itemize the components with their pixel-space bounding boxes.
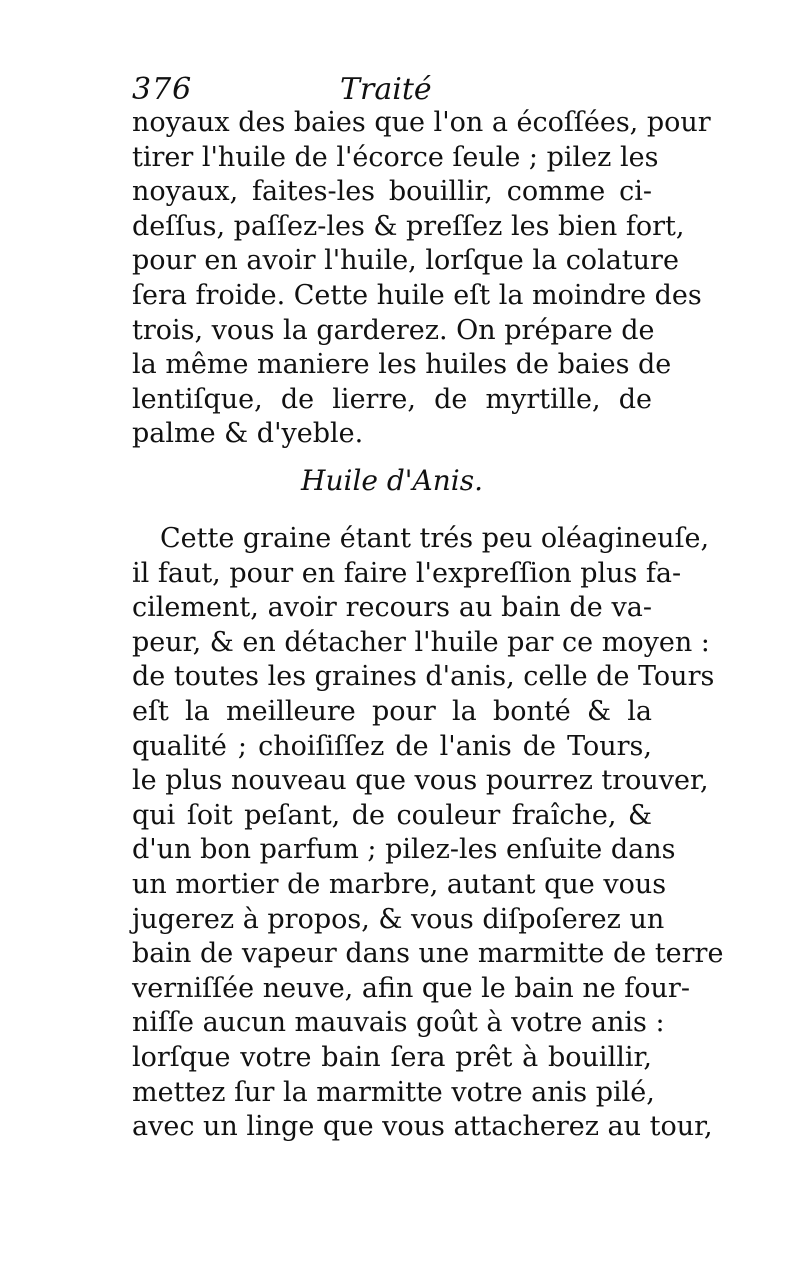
- text-line: cilement, avoir recours au bain de va-: [132, 592, 652, 624]
- text-line: eſt la meilleure pour la bonté & la: [132, 695, 652, 727]
- text-line: la même maniere les huiles de baies de: [132, 349, 672, 381]
- text-line: mettez ſur la marmitte votre anis pilé,: [132, 1076, 655, 1108]
- text-line: verniſſée neuve, afin que le bain ne four-: [132, 972, 690, 1004]
- running-title: Traité: [340, 72, 432, 107]
- text-line: noyaux, faites-les bouillir, comme ci-: [132, 176, 652, 208]
- text-line: noyaux des baies que l'on a écoſſées, pour: [132, 107, 711, 138]
- text-line: le plus nouveau que vous pourrez trouver,: [132, 765, 709, 797]
- text-line: palme & d'yeble.: [132, 418, 364, 450]
- text-line: pour en avoir l'huile, lorſque la colature: [132, 245, 679, 277]
- text-line: qualité ; choiſiſſez de l'anis de Tours,: [132, 730, 652, 762]
- text-line: lorſque votre bain ſera prêt à bouillir,: [132, 1041, 652, 1073]
- text-line: d'un bon parfum ; pilez-les enſuite dans: [132, 834, 676, 866]
- section-heading: Huile d'Anis.: [301, 464, 483, 497]
- text-line: jugerez à propos, & vous diſpoſerez un: [132, 903, 665, 935]
- paragraph-continuation: [132, 106, 711, 452]
- page-number: 376: [132, 72, 193, 107]
- text-line: qui ſoit peſant, de couleur fraîche, &: [132, 799, 652, 831]
- text-line: bain de vapeur dans une marmitte de terre: [132, 938, 724, 970]
- text-line: il faut, pour en faire l'expreſſion plus fa-: [132, 557, 682, 589]
- text-line: deſſus, paſſez-les & preſſez les bien fort,: [132, 210, 685, 242]
- paragraph-anis: [132, 522, 724, 1145]
- text-line: ſera froide. Cette huile eſt la moindre des: [132, 279, 702, 311]
- text-line: trois, vous la garderez. On prépare de: [132, 314, 655, 346]
- text-line: Cette graine étant trés peu oléagineuſe,: [160, 523, 710, 554]
- text-line: lentiſque, de lierre, de myrtille, de: [132, 383, 652, 415]
- text-line: avec un linge que vous attacherez au tour,: [132, 1111, 713, 1143]
- text-line: un mortier de marbre, autant que vous: [132, 868, 667, 900]
- text-line: peur, & en détacher l'huile par ce moyen :: [132, 626, 710, 658]
- text-line: de toutes les graines d'anis, celle de Tours: [132, 661, 715, 693]
- text-line: tirer l'huile de l'écorce ſeule ; pilez les: [132, 141, 659, 173]
- text-line: niſſe aucun mauvais goût à votre anis :: [132, 1007, 665, 1039]
